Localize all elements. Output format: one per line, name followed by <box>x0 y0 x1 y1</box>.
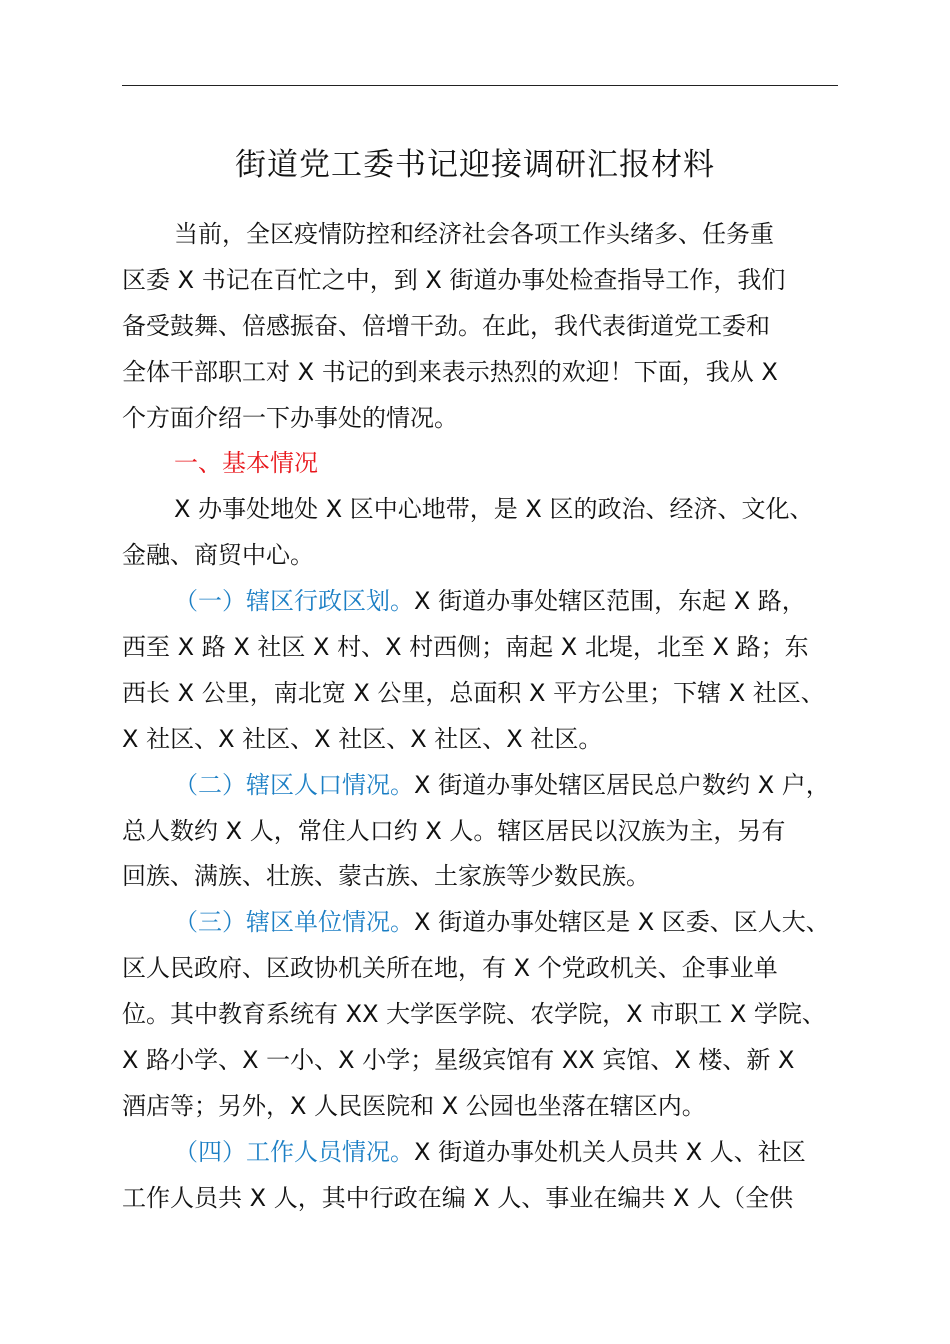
subheading-staff: （四）工作人员情况。 <box>174 1137 414 1166</box>
subheading-units: （三）辖区单位情况。 <box>174 908 414 937</box>
paragraph-line: X 办事处地处 X 区中心地带，是 X 区的政治、经济、文化、 <box>174 495 814 524</box>
paragraph-line: 金融、商贸中心。 <box>122 541 314 570</box>
paragraph-line: 西长 X 公里，南北宽 X 公里，总面积 X 平方公里；下辖 X 社区、 <box>122 678 825 707</box>
paragraph-line <box>122 763 852 809</box>
paragraph-text: X 街道办事处辖区是 X 区委、区人大、 <box>414 908 830 937</box>
document-title: 街道党工委书记迎接调研汇报材料 <box>235 147 715 183</box>
paragraph-line: 个方面介绍一下办事处的情况。 <box>122 403 458 432</box>
paragraph-line <box>122 1130 852 1176</box>
document-body <box>122 212 852 1222</box>
paragraph-line: X 路小学、X 一小、X 小学；星级宾馆有 XX 宾馆、X 楼、新 X <box>122 1046 795 1075</box>
paragraph-line: 全体干部职工对 X 书记的到来表示热烈的欢迎！下面，我从 X <box>122 357 778 386</box>
paragraph-line: 当前，全区疫情防控和经济社会各项工作头绪多、任务重 <box>174 220 774 248</box>
section-heading-basic-info: 一、基本情况 <box>174 449 318 478</box>
paragraph-line: 酒店等；另外，X 人民医院和 X 公园也坐落在辖区内。 <box>122 1091 706 1120</box>
paragraph-line: 区委 X 书记在百忙之中，到 X 街道办事处检查指导工作，我们 <box>122 265 786 294</box>
paragraph-text: X 街道办事处机关人员共 X 人、社区 <box>414 1137 806 1166</box>
top-rule <box>122 85 838 86</box>
paragraph-line <box>122 579 852 625</box>
paragraph-line: 备受鼓舞、倍感振奋、倍增干劲。在此，我代表街道党工委和 <box>122 311 770 340</box>
paragraph-line <box>122 900 852 946</box>
paragraph-line: X 社区、X 社区、X 社区、X 社区、X 社区。 <box>122 724 603 753</box>
paragraph-text: X 街道办事处辖区居民总户数约 X 户， <box>414 770 830 799</box>
subheading-administrative-division: （一）辖区行政区划。 <box>174 587 414 616</box>
paragraph-line: 总人数约 X 人，常住人口约 X 人。辖区居民以汉族为主，另有 <box>122 816 786 845</box>
paragraph-line: 区人民政府、区政协机关所在地，有 X 个党政机关、企事业单 <box>122 954 778 983</box>
paragraph-line: 工作人员共 X 人，其中行政在编 X 人、事业在编共 X 人（全供 <box>122 1183 794 1212</box>
paragraph-line: 西至 X 路 X 社区 X 村、X 村西侧；南起 X 北堤，北至 X 路；东 <box>122 633 809 662</box>
paragraph-text: X 街道办事处辖区范围，东起 X 路， <box>414 587 806 616</box>
paragraph-line: 位。其中教育系统有 XX 大学医学院、农学院，X 市职工 X 学院、 <box>122 1000 826 1029</box>
subheading-population: （二）辖区人口情况。 <box>174 770 414 799</box>
paragraph-line: 回族、满族、壮族、蒙古族、土家族等少数民族。 <box>122 862 650 891</box>
